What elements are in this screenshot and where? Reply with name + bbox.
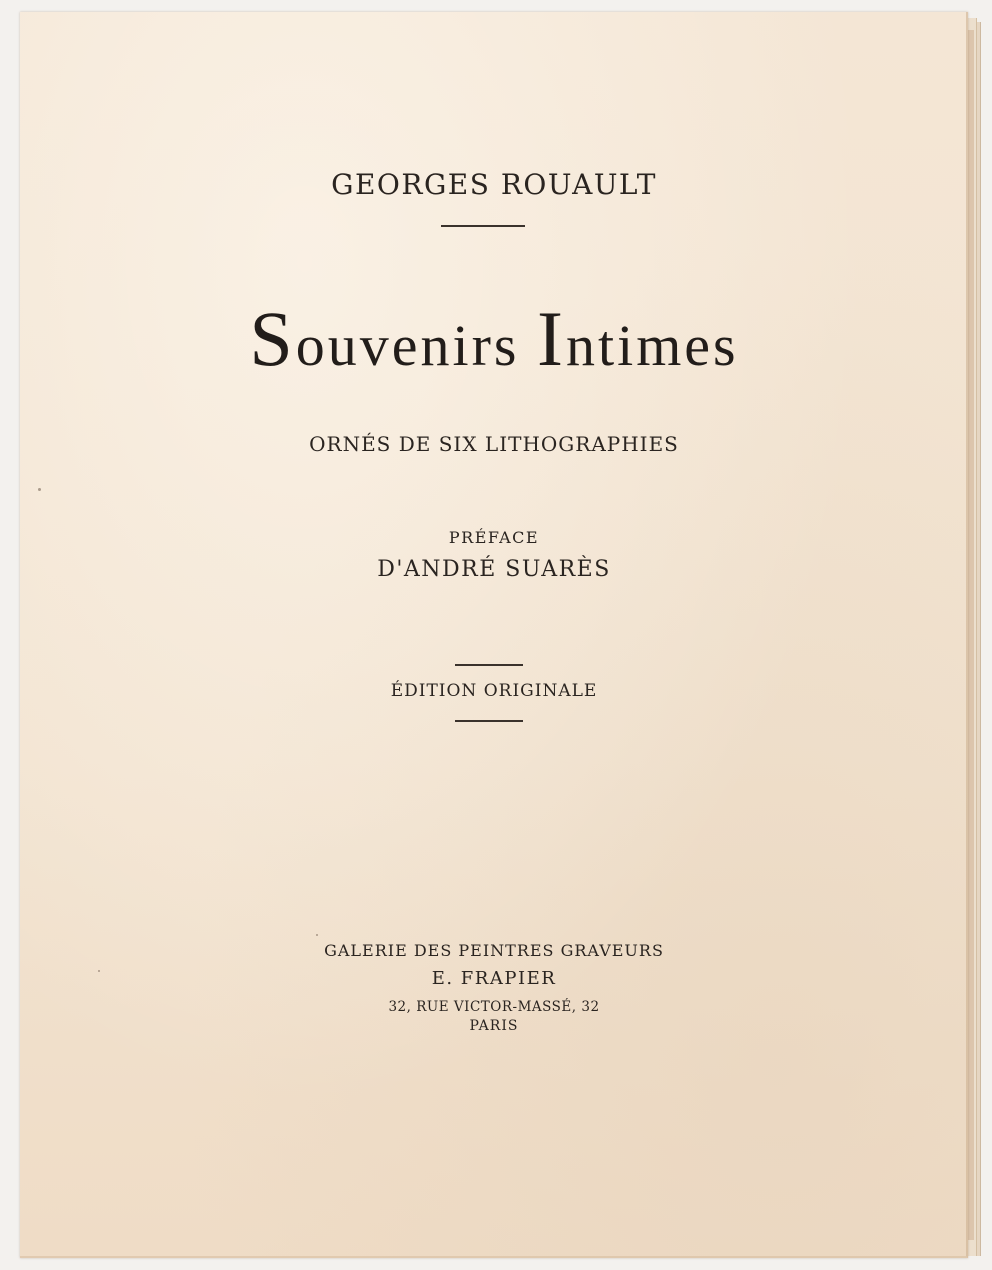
book-cover [20,12,968,1258]
paper-speck [38,488,41,491]
title-word: ouvenirs [295,313,520,378]
paper-speck [98,970,100,972]
author-name: GEORGES ROUAULT [331,168,657,201]
publisher-name: E. FRAPIER [431,968,557,989]
publisher-gallery: GALERIE DES PEINTRES GRAVEURS [324,941,664,960]
title-initial: I [536,295,566,382]
title-initial: S [249,295,296,382]
edition-label: ÉDITION ORIGINALE [390,681,598,701]
author-divider [441,225,525,227]
preface-author: D'ANDRÉ SUARÈS [377,557,611,582]
publisher-address: 32, RUE VICTOR-MASSÉ, 32 [388,999,600,1015]
title-word: ntimes [565,313,739,378]
publisher-city: PARIS [469,1018,519,1034]
edition-divider-top [455,664,523,666]
book-title [20,294,968,384]
subtitle: ORNÉS DE SIX LITHOGRAPHIES [309,432,679,456]
paper-speck [316,934,318,936]
edition-divider-bottom [455,720,523,722]
preface-label: PRÉFACE [448,528,540,547]
